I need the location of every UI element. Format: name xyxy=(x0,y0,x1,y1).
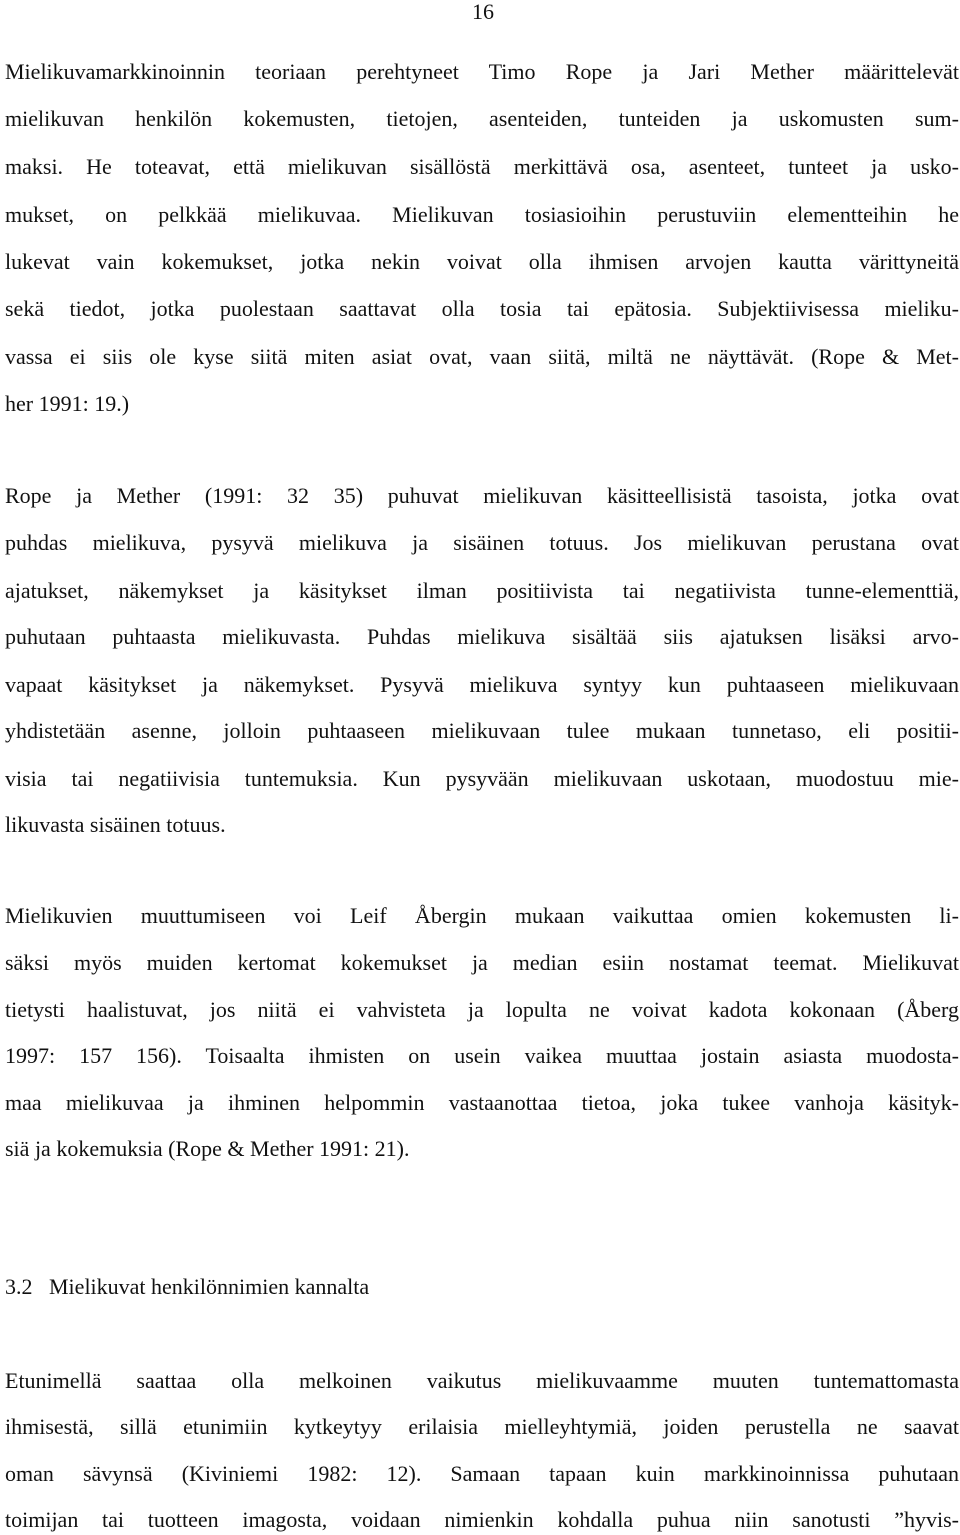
text-line: vassa ei siis ole kyse siitä miten asiat ovat, vaan siitä, miltä ne näyttävät. (Rope & Met- xyxy=(5,344,959,369)
text-line: ajatukset, näkemykset ja käsitykset ilman positiivista tai negatiivista tunne-elementtiä, xyxy=(5,578,959,603)
text-line: maksi. He toteavat, että mielikuvan sisällöstä merkittävä osa, asenteet, tunteet ja usko- xyxy=(5,154,959,179)
text-line: sekä tiedot, jotka puolestaan saattavat olla tosia tai epätosia. Subjektiivisessa mieliku- xyxy=(5,296,959,321)
text-line: lukevat vain kokemukset, jotka nekin voivat olla ihmisen arvojen kautta värittyneitä xyxy=(5,249,959,274)
text-line: ihmisestä, sillä etunimiin kytkeytyy erilaisia mielleyhtymiä, joiden perustella ne saavat xyxy=(5,1414,959,1439)
text-line: yhdistetään asenne, jolloin puhtaaseen mielikuvaan tulee mukaan tunnetaso, eli positii- xyxy=(5,718,959,743)
text-line: mukset, on pelkkää mielikuvaa. Mielikuvan tosiasioihin perustuviin elementteihin he xyxy=(5,202,959,227)
text-line: vapaat käsitykset ja näkemykset. Pysyvä mielikuva syntyy kun puhtaaseen mielikuvaan xyxy=(5,672,959,697)
page-number: 16 xyxy=(472,0,494,24)
section-number: 3.2 xyxy=(5,1274,33,1299)
text-line: her 1991: 19.) xyxy=(5,391,130,416)
text-line: Mielikuvien muuttumiseen voi Leif Åbergin mukaan vaikuttaa omien kokemusten li- xyxy=(5,903,959,928)
text-line: puhdas mielikuva, pysyvä mielikuva ja sisäinen totuus. Jos mielikuvan perustana ovat xyxy=(5,530,959,555)
text-line: tietysti haalistuvat, jos niitä ei vahvisteta ja lopulta ne voivat kadota kokonaan (Åberg xyxy=(5,997,959,1022)
text-line: Mielikuvamarkkinoinnin teoriaan perehtyneet Timo Rope ja Jari Mether määrittelevät xyxy=(5,59,959,84)
text-line: maa mielikuvaa ja ihminen helpommin vastaanottaa tietoa, joka tukee vanhoja käsityk- xyxy=(5,1090,959,1115)
text-line: siä ja kokemuksia (Rope & Mether 1991: 21). xyxy=(5,1136,410,1161)
text-line: toimijan tai tuotteen imagosta, voidaan nimienkin kohdalla puhua niin sanotusti ”hyvis- xyxy=(5,1507,959,1532)
text-line: visia tai negatiivisia tuntemuksia. Kun pysyvään mielikuvaan uskotaan, muodostuu mie- xyxy=(5,766,959,791)
text-line: Rope ja Mether (1991: 32 35) puhuvat mielikuvan käsitteellisistä tasoista, jotka ovat xyxy=(5,483,959,508)
text-line: Etunimellä saattaa olla melkoinen vaikutus mielikuvaamme muuten tuntemattomasta xyxy=(5,1368,959,1393)
text-line: oman sävynsä (Kiviniemi 1982: 12). Samaan tapaan kuin markkinoinnissa puhutaan xyxy=(5,1461,959,1486)
section-heading xyxy=(5,1272,369,1302)
text-line: mielikuvan henkilön kokemusten, tietojen, asenteiden, tunteiden ja uskomusten sum- xyxy=(5,106,959,131)
text-line: 1997: 157 156). Toisaalta ihmisten on usein vaikea muuttaa jostain asiasta muodosta- xyxy=(5,1043,959,1068)
text-line: säksi myös muiden kertomat kokemukset ja median esiin nostamat teemat. Mielikuvat xyxy=(5,950,959,975)
section-title: Mielikuvat henkilönnimien kannalta xyxy=(49,1274,370,1299)
text-line: likuvasta sisäinen totuus. xyxy=(5,812,226,837)
text-line: puhutaan puhtaasta mielikuvasta. Puhdas mielikuva sisältää siis ajatuksen lisäksi arvo- xyxy=(5,624,959,649)
